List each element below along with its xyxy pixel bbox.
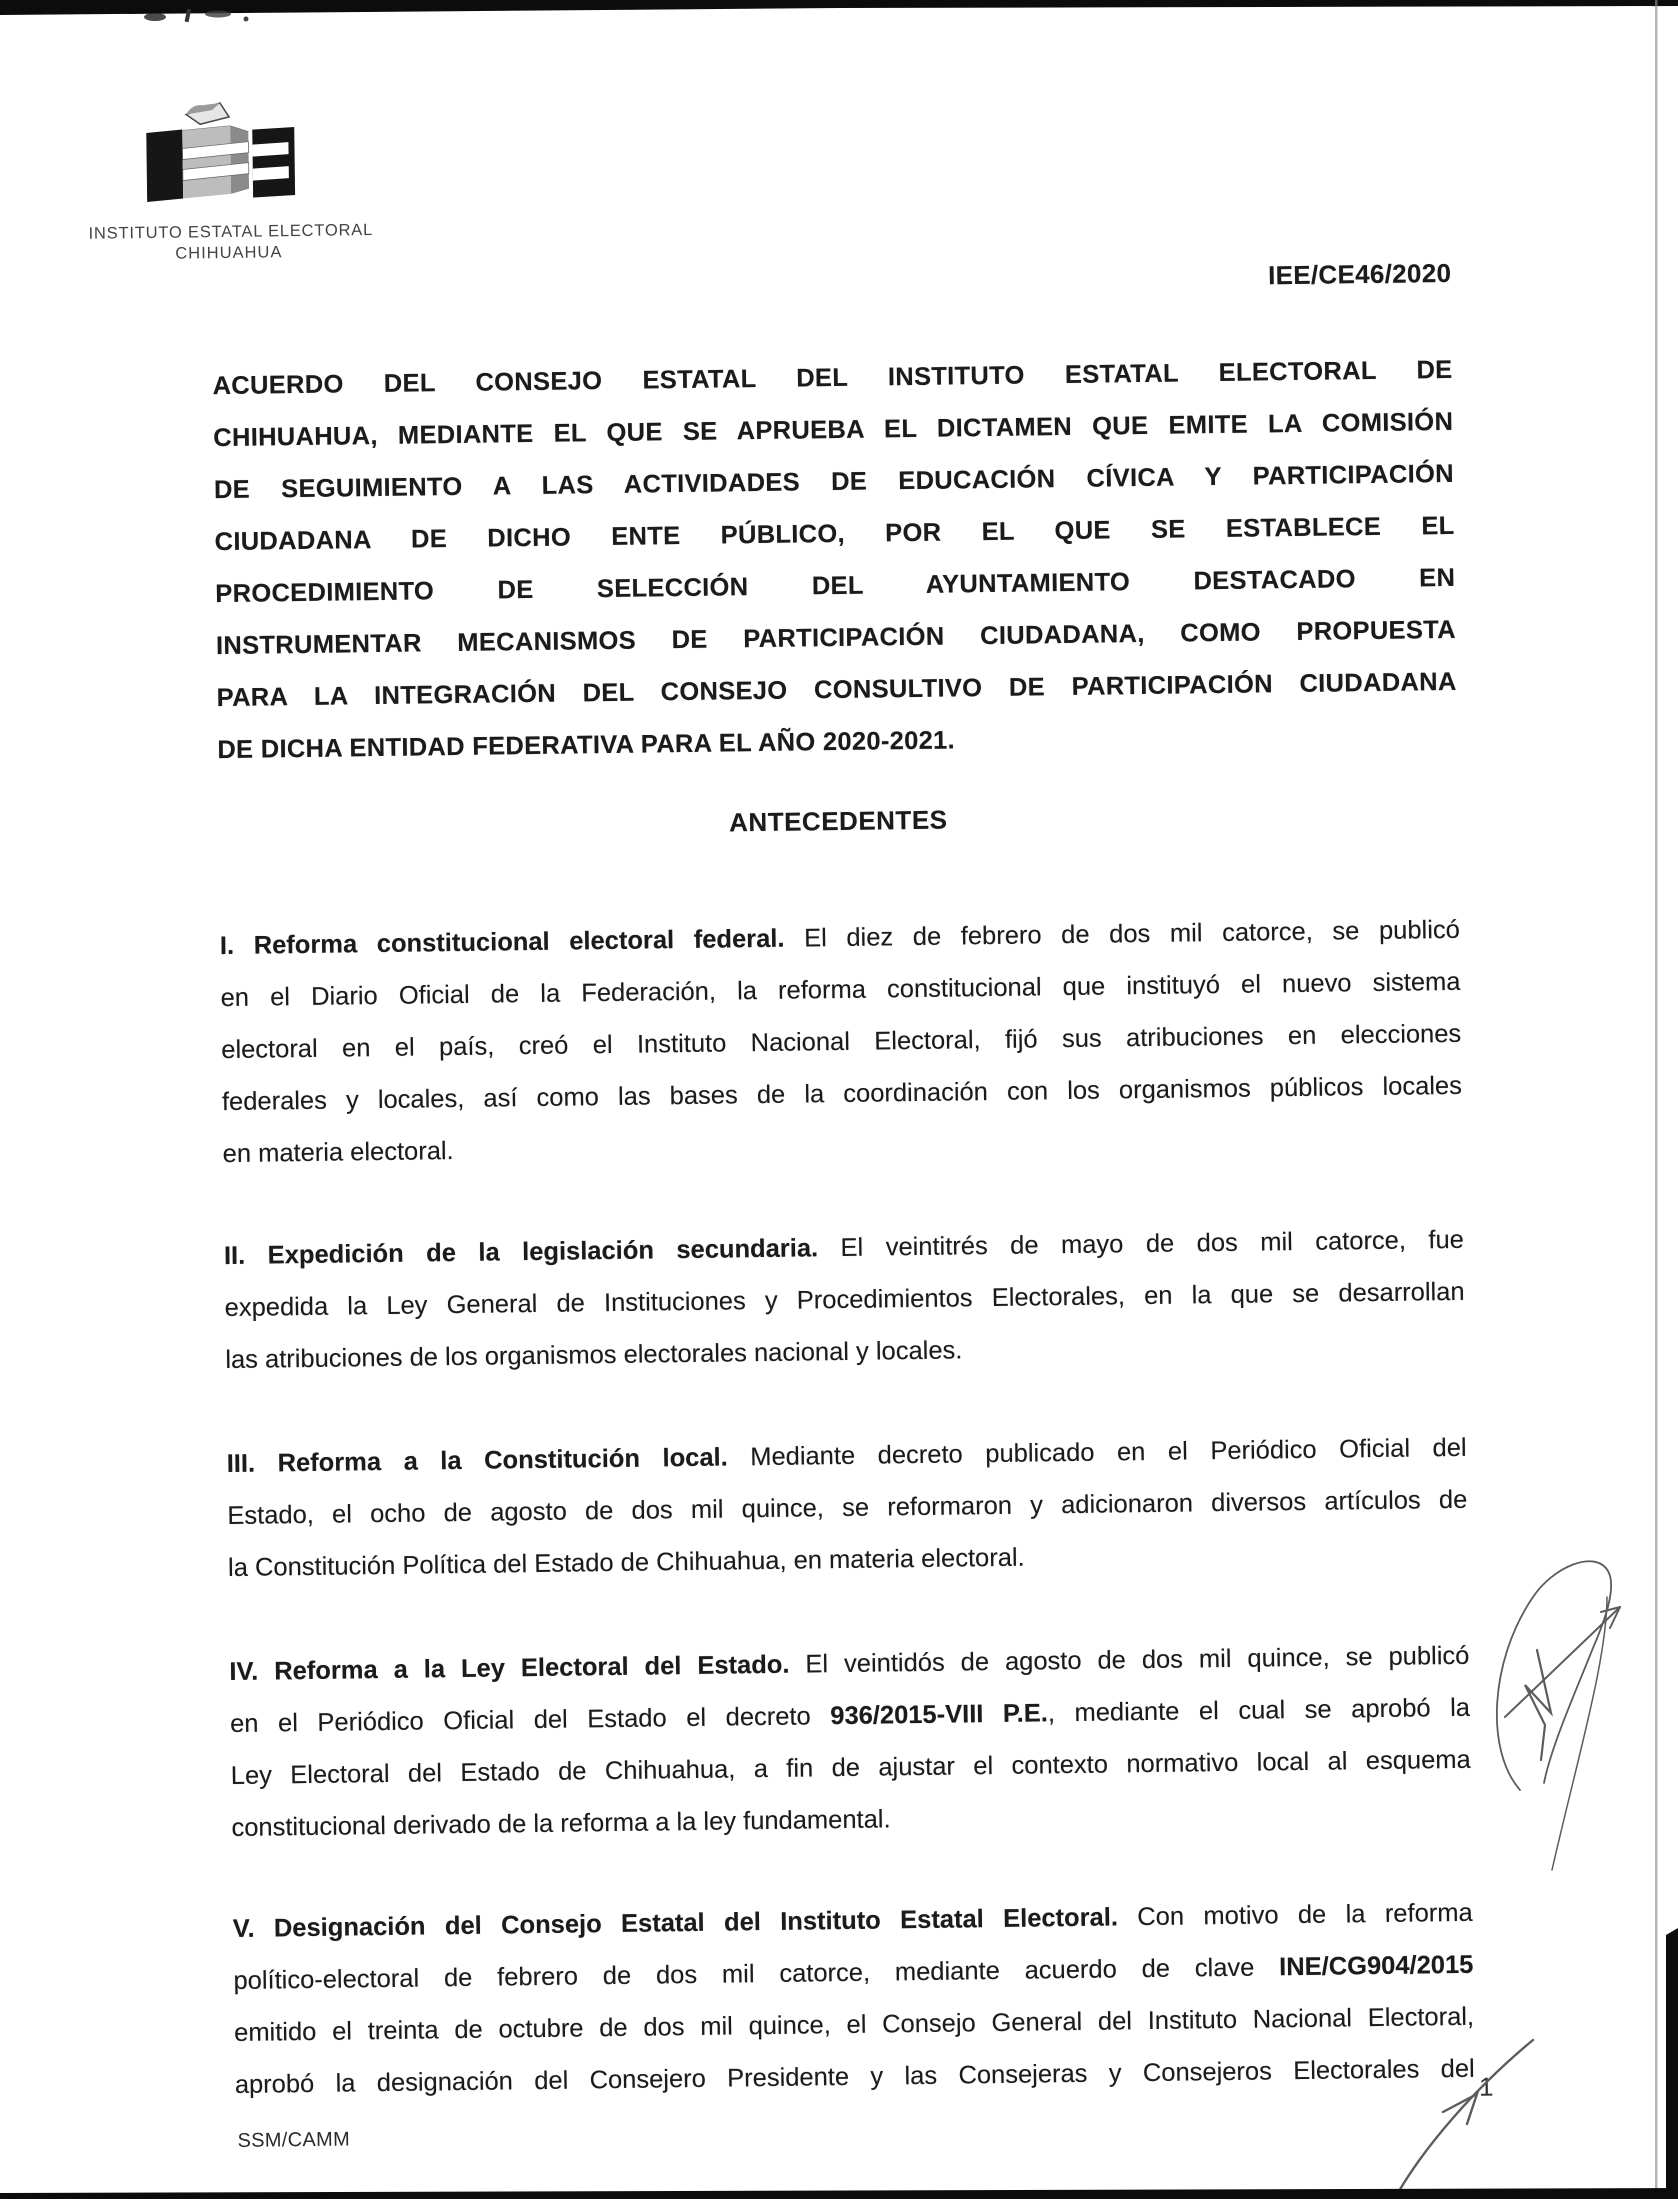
text-line: Ley Electoral del Estado de Chihuahua, a fin de ajustar el contexto normativo local al esquema: [230, 1745, 1471, 1791]
text-line: IV. Reforma a la Ley Electoral del Estado. El veintidós de agosto de dos mil quince, se publicó: [229, 1641, 1470, 1687]
text-line: I. Reforma constitucional electoral federal. El diez de febrero de dos mil catorce, se publicó: [219, 915, 1460, 961]
document-title: [212, 344, 1457, 776]
text-line: la Constitución Política del Estado de Chihuahua, en materia electoral.: [227, 1543, 1025, 1583]
ballot-box-icon: [142, 99, 313, 216]
page-number: 1: [1478, 2071, 1494, 2102]
paragraph-antecedente-4: [229, 1630, 1472, 1854]
text-line: las atribuciones de los organismos electorales nacional y locales.: [225, 1336, 963, 1375]
document-reference: IEE/CE46/2020: [1267, 257, 1452, 291]
text-line: electoral en el país, creó el Instituto Nacional Electoral, fijó sus atribuciones en elecciones: [221, 1019, 1462, 1065]
text-line: constitucional derivado de la reforma a la ley fundamental.: [231, 1805, 891, 1843]
text-line: aprobó la designación del Consejero Presidente y las Consejeras y Consejeros Electorales del: [234, 2054, 1475, 2099]
text-line: III. Reforma a la Constitución local. Mediante decreto publicado en el Periódico Oficial del: [226, 1433, 1467, 1479]
paragraph-antecedente-3: [226, 1422, 1468, 1594]
text-line: expedida la Ley General de Instituciones y Procedimientos Electorales, en la que se desarrollan: [224, 1277, 1465, 1323]
text-line: INSTRUMENTAR MECANISMOS DE PARTICIPACIÓN CIUDADANA, COMO PROPUESTA: [215, 615, 1457, 661]
text-line: emitido el treinta de octubre de dos mil quince, el Consejo General del Instituto Nacional Electoral,: [233, 2002, 1475, 2047]
text-line: federales y locales, así como las bases de la coordinación con los organismos públicos locales: [221, 1071, 1463, 1117]
iee-logo: [87, 98, 374, 265]
text-line: V. Designación del Consejo Estatal del Instituto Estatal Electoral. Con motivo de la reforma: [232, 1898, 1473, 1944]
footer-initials: SSM/CAMM: [237, 2128, 351, 2152]
paragraph-antecedente-5: [232, 1887, 1475, 2111]
text-line: en el Diario Oficial de la Federación, la reforma constitucional que instituyó el nuevo sistema: [220, 967, 1461, 1013]
text-line: en el Periódico Oficial del Estado el decreto 936/2015-VIII P.E., mediante el cual se aprobó la: [229, 1693, 1471, 1739]
text-line: DE DICHA ENTIDAD FEDERATIVA PARA EL AÑO 2020-2021.: [217, 726, 956, 765]
paragraph-antecedente-1: [220, 904, 1463, 1180]
text-line: en materia electoral.: [222, 1137, 454, 1169]
text-line: PROCEDIMIENTO DE SELECCIÓN DEL AYUNTAMIENTO DESTACADO EN: [215, 563, 1456, 609]
paragraph-antecedente-2: [224, 1214, 1466, 1386]
text-line: PARA LA INTEGRACIÓN DEL CONSEJO CONSULTIVO DE PARTICIPACIÓN CIUDADANA: [216, 667, 1457, 713]
text-line: DE SEGUIMIENTO A LAS ACTIVIDADES DE EDUCACIÓN CÍVICA Y PARTICIPACIÓN: [213, 459, 1455, 505]
text-line: CHIHUAHUA, MEDIANTE EL QUE SE APRUEBA EL DICTAMEN QUE EMITE LA COMISIÓN: [213, 407, 1454, 453]
text-line: Estado, el ocho de agosto de dos mil quince, se reformaron y adicionaron diversos artículos de: [227, 1485, 1468, 1531]
text-line: ACUERDO DEL CONSEJO ESTATAL DEL INSTITUTO ESTATAL ELECTORAL DE: [212, 355, 1453, 401]
logo-caption-state: CHIHUAHUA: [175, 243, 283, 263]
text-line: II. Expedición de la legislación secundaria. El veintitrés de mayo de dos mil catorce, fue: [223, 1225, 1465, 1271]
text-line: político-electoral de febrero de dos mil catorce, mediante acuerdo de clave INE/CG904/2015: [233, 1950, 1474, 1996]
section-heading-antecedentes: ANTECEDENTES: [728, 804, 948, 838]
text-line: CIUDADANA DE DICHO ENTE PÚBLICO, POR EL QUE SE ESTABLECE EL: [214, 511, 1455, 557]
logo-caption-institute: INSTITUTO ESTATAL ELECTORAL: [88, 221, 374, 243]
